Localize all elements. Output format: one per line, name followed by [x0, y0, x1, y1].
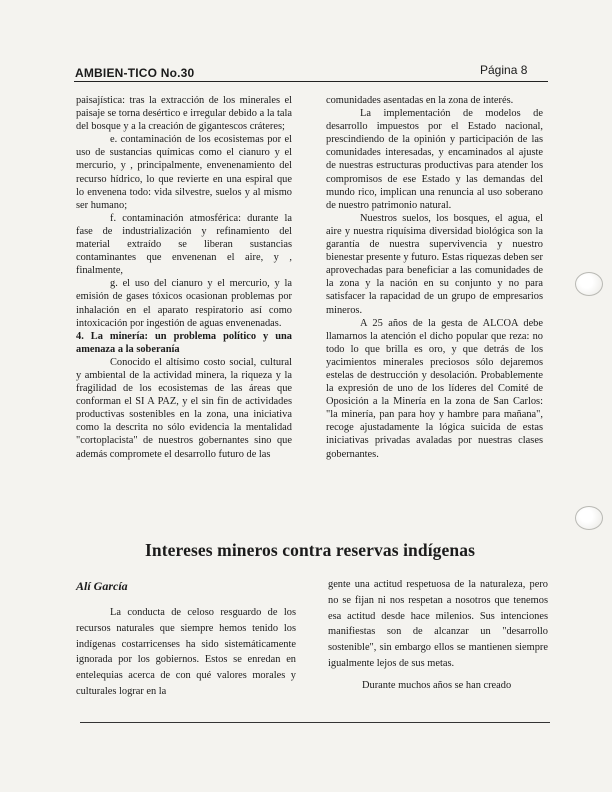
punch-hole-icon [575, 506, 603, 530]
paragraph: paisajística: tras la extracción de los minerales el paisaje se torna desértico e irregular debido a la tala del bosque y a la creación de gigantescos cráteres; [76, 95, 292, 133]
article-title: Intereses mineros contra reservas indígenas [145, 540, 475, 560]
paragraph: gente una actitud respetuosa de la naturaleza, pero no se fijan ni nos respetan a nosotros que tenemos esa actitud desde hace milenios. Sus intenciones manifiestas son de alcanzar un "desarrollo sostenible", sin embargo ellos se mantienen siempre igualmente lejos de sus metas. [328, 579, 548, 669]
article-left-column [76, 583, 296, 700]
paragraph: Conocido el altísimo costo social, cultural y ambiental de la actividad minera, la riqueza y la fragilidad de los ecosistemas de las áreas que conforman el SI A PAZ, y el sin fin de actividades productivas sostenibles en la zona, una iniciativa como la descrita no sólo evidencia la mentalidad "cortoplacista" de nuestros gobernantes sino que además compromete el desarrollo futuro de las [76, 356, 292, 460]
footer-rule [80, 722, 550, 723]
paragraph: Durante muchos años se han creado [362, 679, 512, 691]
article-author: Alí García [76, 579, 128, 593]
paragraph: La conducta de celoso resguardo de los recursos naturales que siempre hemos tenido los indígenas costarricenses ha sido sistemáticamente ignorada por los gobiernos. Estos se enredan en entelequias acerca de con qué valores morales y culturales lograr en la [76, 607, 296, 697]
paragraph: e. contaminación de los ecosistemas por el uso de sustancias químicas como el cianuro y el mercurio, y , principalmente, envenenamiento del recurso hídrico, lo que revierte en una espiral que lo envenena todo: vida silvestre, suelos y al mismo ser humano; [76, 134, 292, 211]
paragraph: Nuestros suelos, los bosques, el agua, el aire y nuestra riquísima diversidad biológica son la garantía de nuestra supervivencia y nuestro bienestar presente y futuro. Estas riquezas deben ser aprovechadas para beneficiar a las comunidades de la zona y la nación en su conjunto y no para satisfacer la rapacidad de un grupo de empresarios mineros. [326, 212, 543, 316]
paragraph: f. contaminación atmosférica: durante la fase de industrialización y refinamiento del material extraído se liberan sustancias contaminantes que envenenan el aire, y , finalmente, [76, 212, 292, 277]
paragraph: g. el uso del cianuro y el mercurio, y la emisión de gases tóxicos ocasionan problemas por inhalación en el aparato respiratorio así como intoxicación por ingestión de aguas envenenadas. [76, 278, 292, 329]
page-number: Página 8 [480, 63, 528, 77]
paragraph: A 25 años de la gesta de ALCOA debe llamarnos la atención el dicho popular que reza: no todo lo que brilla es oro, y que detrás de los yacimientos minerales preciosos sólo dejaremos estelas de destrucción y desolación. Probablemente la expresión de uno de los líderes del Comité de Oposición a la Minería en la zona de San Carlos: "la minería, pan para hoy y hambre para mañana", recoge ajustadamente la lógica suicida de estas iniciativas privadas avaladas por nuestras clases gobernantes. [326, 317, 543, 460]
paragraph: comunidades asentadas en la zona de interés. [326, 95, 514, 106]
section-right-column [326, 94, 543, 461]
punch-hole-icon [575, 272, 603, 296]
section-heading: 4. La minería: un problema político y una amenaza a la soberanía [76, 330, 292, 355]
paragraph: La implementación de modelos de desarrollo impuestos por el Estado nacional, prescindiendo de la opinión y participación de las comunidades interesadas, y encaminados al ajuste de nuestras estructuras productivas para atender los compromisos de ese Estado y las demandas del mundo rico, implican una renuncia al uso soberano de nuestro patrimonio natural. [326, 108, 543, 211]
publication-title: AMBIEN-TICO No.30 [75, 66, 195, 80]
section-left-column [76, 94, 292, 461]
header-rule [74, 81, 548, 82]
article-right-column [328, 577, 548, 694]
